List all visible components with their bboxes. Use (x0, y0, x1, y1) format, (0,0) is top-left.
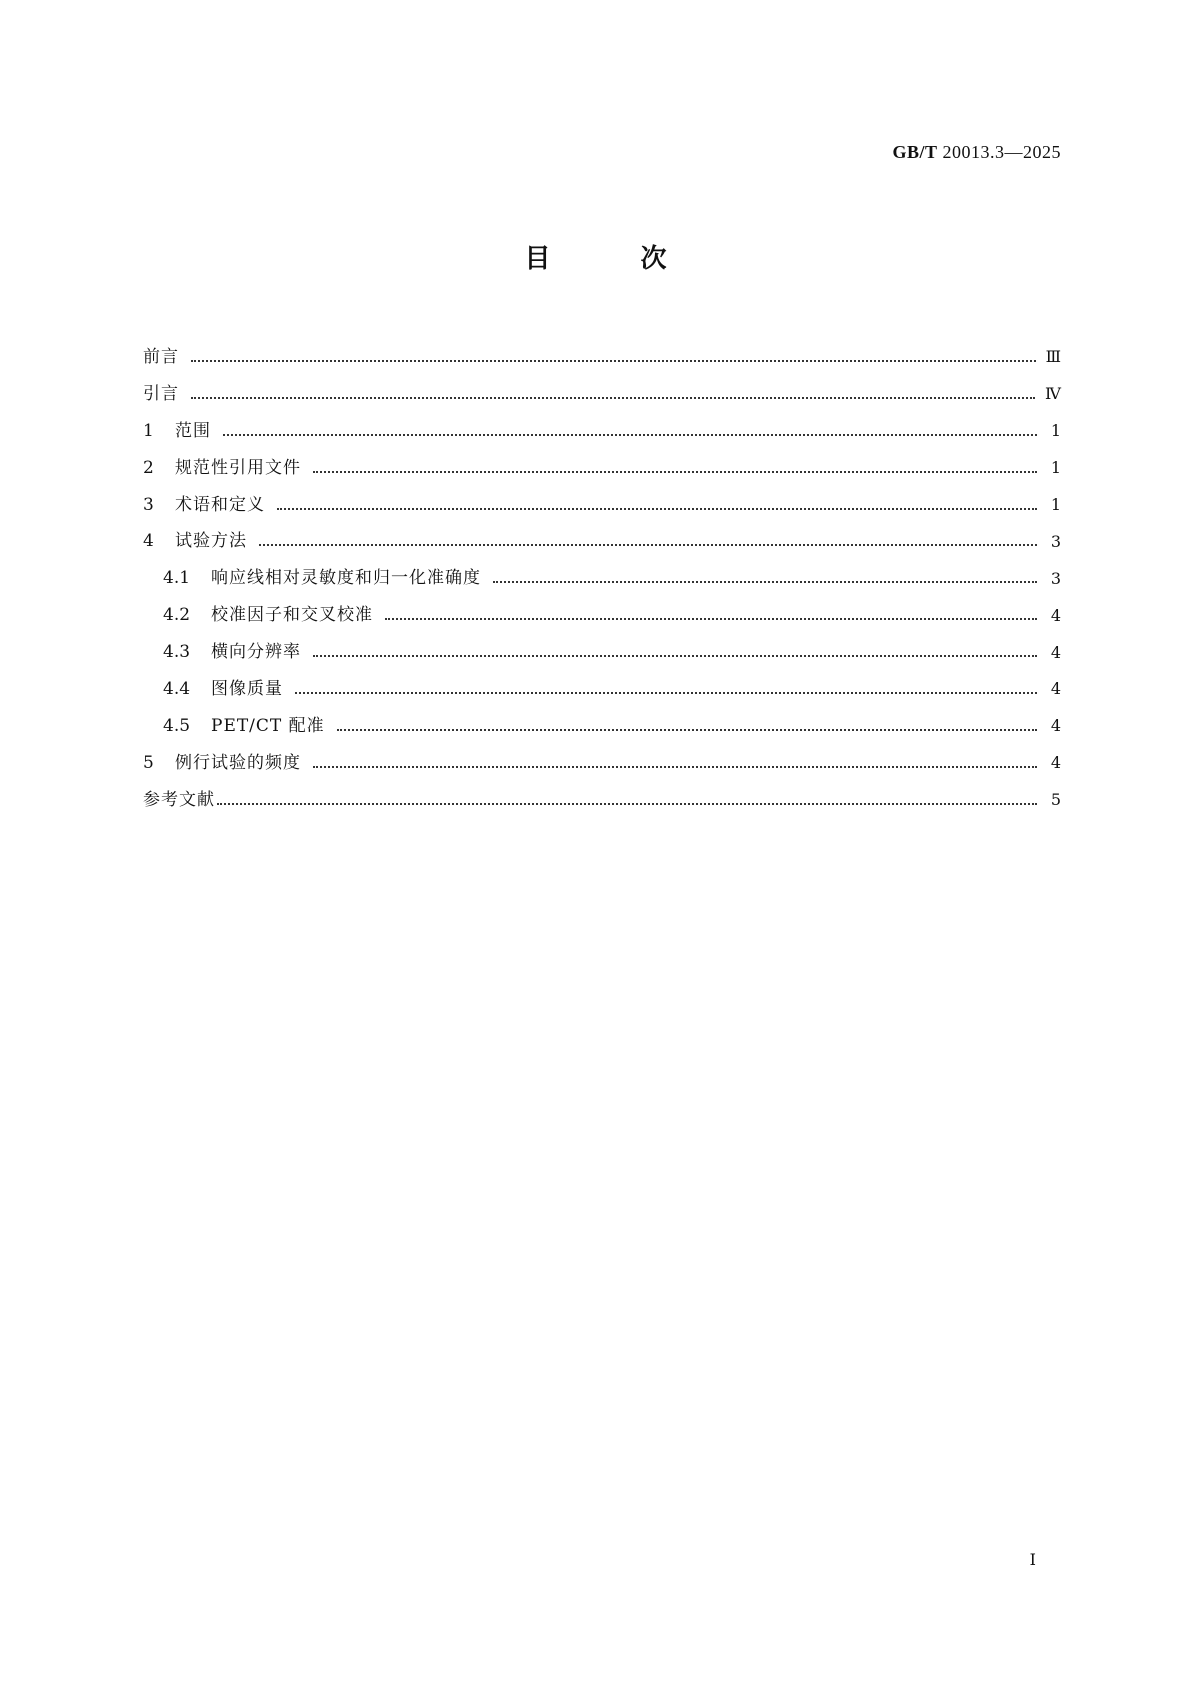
toc-entry-4-4[interactable] (143, 671, 1061, 708)
toc-entry-foreword[interactable] (143, 339, 1061, 376)
dot-leader (259, 543, 1037, 546)
toc-entry-number: 4.4 (163, 678, 191, 699)
toc-page-number: 4 (1050, 753, 1061, 773)
standard-number: 20013.3—2025 (942, 142, 1061, 162)
dot-leader (493, 580, 1037, 583)
document-code (892, 142, 1061, 163)
dot-leader (313, 654, 1037, 657)
toc-entry-number: 4.1 (163, 568, 191, 589)
toc-page-number: 4 (1050, 605, 1061, 625)
dot-leader (337, 728, 1037, 731)
toc-page-number: Ⅲ (1045, 347, 1061, 367)
toc-page-number: 5 (1050, 790, 1061, 810)
toc-entry-number: 4.5 (163, 715, 191, 736)
toc-entry-title: PET/CT 配准 (211, 715, 325, 736)
toc-entry-number: 2 (143, 457, 154, 478)
dot-leader (295, 691, 1037, 694)
dot-leader (191, 396, 1035, 399)
toc-entry-title: 范围 (175, 420, 211, 441)
toc-page-number: 3 (1050, 531, 1061, 551)
dot-leader (313, 765, 1037, 768)
standard-prefix: GB/T (892, 142, 938, 162)
toc-entry-number: 4.2 (163, 605, 191, 626)
toc-entry-title: 横向分辨率 (211, 642, 301, 663)
toc-entry-1[interactable] (143, 413, 1061, 450)
toc-entry-4-1[interactable] (143, 560, 1061, 597)
toc-entry-title: 引言 (143, 383, 179, 404)
toc-entry-number: 5 (143, 752, 154, 773)
dot-leader (313, 470, 1037, 473)
toc-entry-title: 响应线相对灵敏度和归一化准确度 (211, 568, 481, 589)
toc-entry-number: 3 (143, 494, 154, 515)
dot-leader (191, 359, 1036, 362)
table-of-contents (143, 339, 1061, 819)
toc-page-number: 1 (1050, 495, 1061, 514)
dot-leader (217, 802, 1037, 805)
toc-page-number: 1 (1050, 421, 1061, 441)
toc-page-number: 4 (1050, 679, 1061, 699)
toc-entry-introduction[interactable] (143, 376, 1061, 413)
toc-entry-title: 前言 (143, 346, 179, 367)
toc-entry-4-5[interactable] (143, 708, 1061, 745)
toc-entry-title: 规范性引用文件 (175, 457, 301, 478)
toc-entry-5[interactable] (143, 745, 1061, 782)
title-char-2: 次 (640, 244, 667, 274)
toc-entry-title: 试验方法 (175, 531, 247, 552)
toc-entry-4-2[interactable] (143, 597, 1061, 634)
toc-entry-title: 例行试验的频度 (175, 752, 301, 773)
toc-entry-title: 校准因子和交叉校准 (211, 605, 373, 626)
toc-entry-number: 4 (143, 531, 154, 552)
page-title (0, 238, 1191, 275)
toc-entry-4[interactable] (143, 523, 1061, 560)
toc-entry-3[interactable] (143, 487, 1061, 524)
toc-entry-4-3[interactable] (143, 634, 1061, 671)
toc-page-number: 3 (1050, 568, 1061, 588)
toc-page-number: 1 (1050, 458, 1061, 478)
toc-entry-number: 1 (143, 420, 154, 441)
page-number: Ⅰ (1029, 1550, 1036, 1569)
toc-entry-2[interactable] (143, 450, 1061, 487)
toc-entry-title: 术语和定义 (175, 494, 265, 515)
toc-page-number: 4 (1050, 642, 1061, 662)
toc-entry-title: 参考文献 (143, 789, 215, 810)
toc-page-number: 4 (1050, 716, 1061, 736)
dot-leader (223, 433, 1037, 436)
toc-entry-title: 图像质量 (211, 678, 283, 699)
toc-page-number: Ⅳ (1045, 384, 1061, 404)
toc-entry-number: 4.3 (163, 642, 191, 663)
dot-leader (277, 507, 1037, 510)
title-char-1: 目 (524, 244, 551, 274)
toc-entry-references[interactable] (143, 782, 1061, 819)
dot-leader (385, 617, 1037, 620)
